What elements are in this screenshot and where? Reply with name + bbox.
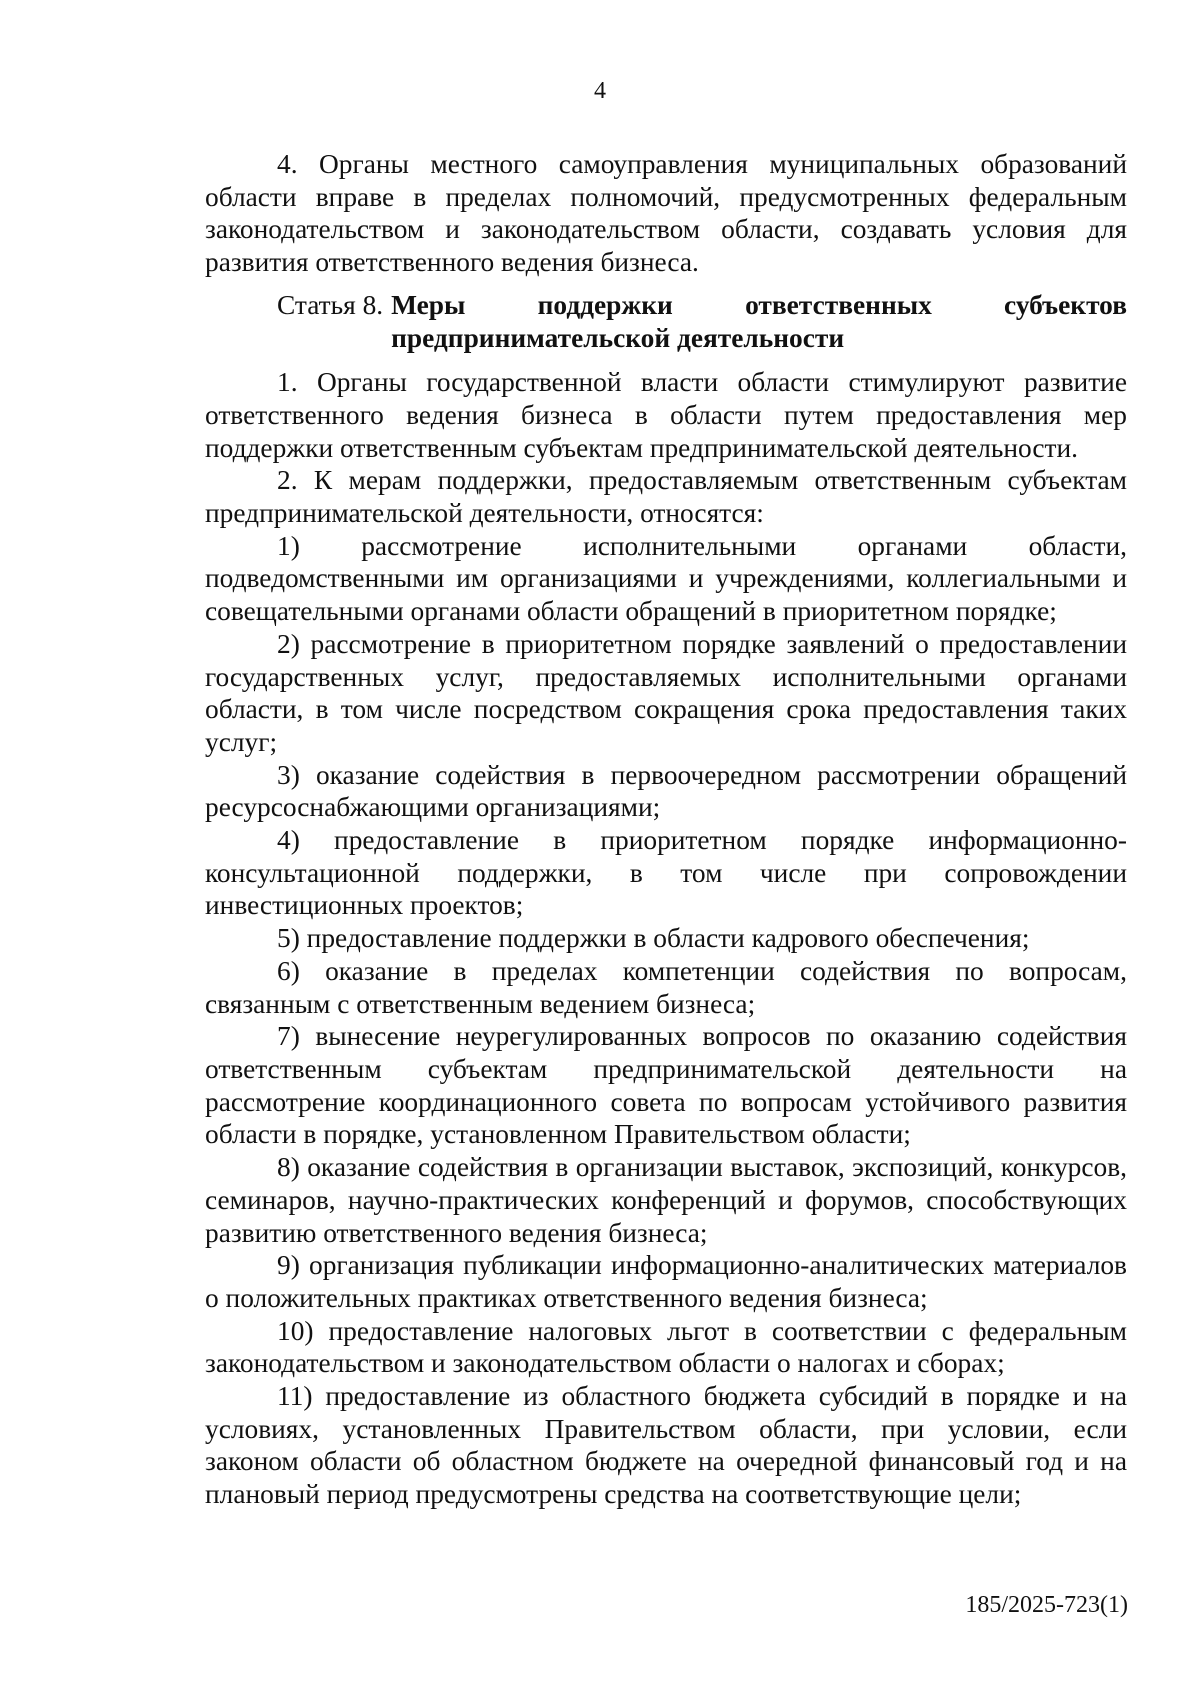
list-item-2: 2) рассмотрение в приоритетном порядке заявлений о предоставлении государственных услуг, предоставляемых исполнительными органами области, в том числе посредством сокращения срока предоставления таких услуг; <box>205 628 1127 757</box>
list-item-11: 11) предоставление из областного бюджета субсидий в порядке и на условиях, установленных Правительством области, при условии, если законом области об областном бюджете на очередной финансовый год и на плановый период предусмотрены средства на соответствующие цели; <box>205 1381 1127 1510</box>
list-item-5: 5) предоставление поддержки в области кадрового обеспечения; <box>277 923 1030 954</box>
list-item-6: 6) оказание в пределах компетенции содействия по вопросам, связанным с ответственным ведением бизнеса; <box>205 955 1127 1019</box>
list-item-8: 8) оказание содействия в организации выставок, экспозиций, конкурсов, семинаров, научно-практических конференций и форумов, способствующих развитию ответственного ведения бизнеса; <box>205 1152 1127 1248</box>
paragraph-2: 2. К мерам поддержки, предоставляемым ответственным субъектам предпринимательской деятельности, относятся: <box>205 465 1127 529</box>
list-item-7: 7) вынесение неурегулированных вопросов по оказанию содействия ответственным субъектам предпринимательской деятельности на рассмотрение координационного совета по вопросам устойчивого развития области в порядке, установленном Правительством области; <box>205 1021 1127 1150</box>
article-heading <box>205 289 1127 354</box>
list-item-3: 3) оказание содействия в первоочередном рассмотрении обращений ресурсоснабжающими организациями; <box>205 759 1127 823</box>
list-item-9: 9) организация публикации информационно-аналитических материалов о положительных практиках ответственного ведения бизнеса; <box>205 1250 1127 1313</box>
list-item-1: 1) рассмотрение исполнительными органами области, подведомственными им организациями и учреждениями, коллегиальными и совещательными органами области обращений в приоритетном порядке; <box>205 530 1127 627</box>
list-item-10: 10) предоставление налоговых льгот в соответствии с федеральным законодательством и законодательством области о налогах и сборах; <box>205 1315 1127 1379</box>
document-code: 185/2025-723(1) <box>965 1592 1128 1618</box>
list-item-4: 4) предоставление в приоритетном порядке информационно-консультационной поддержки, в том числе при сопровождении инвестиционных проектов; <box>205 825 1127 921</box>
document-body <box>205 148 1127 1511</box>
article-title: Меры поддержки ответственных субъектов предпринимательской деятельности <box>391 289 1127 353</box>
paragraph-1: 1. Органы государственной власти области стимулируют развитие ответственного ведения бизнеса в области путем предоставления мер поддержки ответственным субъектам предпринимательской деятельности. <box>205 367 1127 463</box>
paragraph-local-authorities: 4. Органы местного самоуправления муниципальных образований области вправе в пределах полномочий, предусмотренных федеральным законодательством и законодательством области, создавать условия для развития ответственного ведения бизнеса. <box>205 149 1127 278</box>
article-number: Статья 8. <box>277 289 384 320</box>
page-number: 4 <box>594 78 606 104</box>
